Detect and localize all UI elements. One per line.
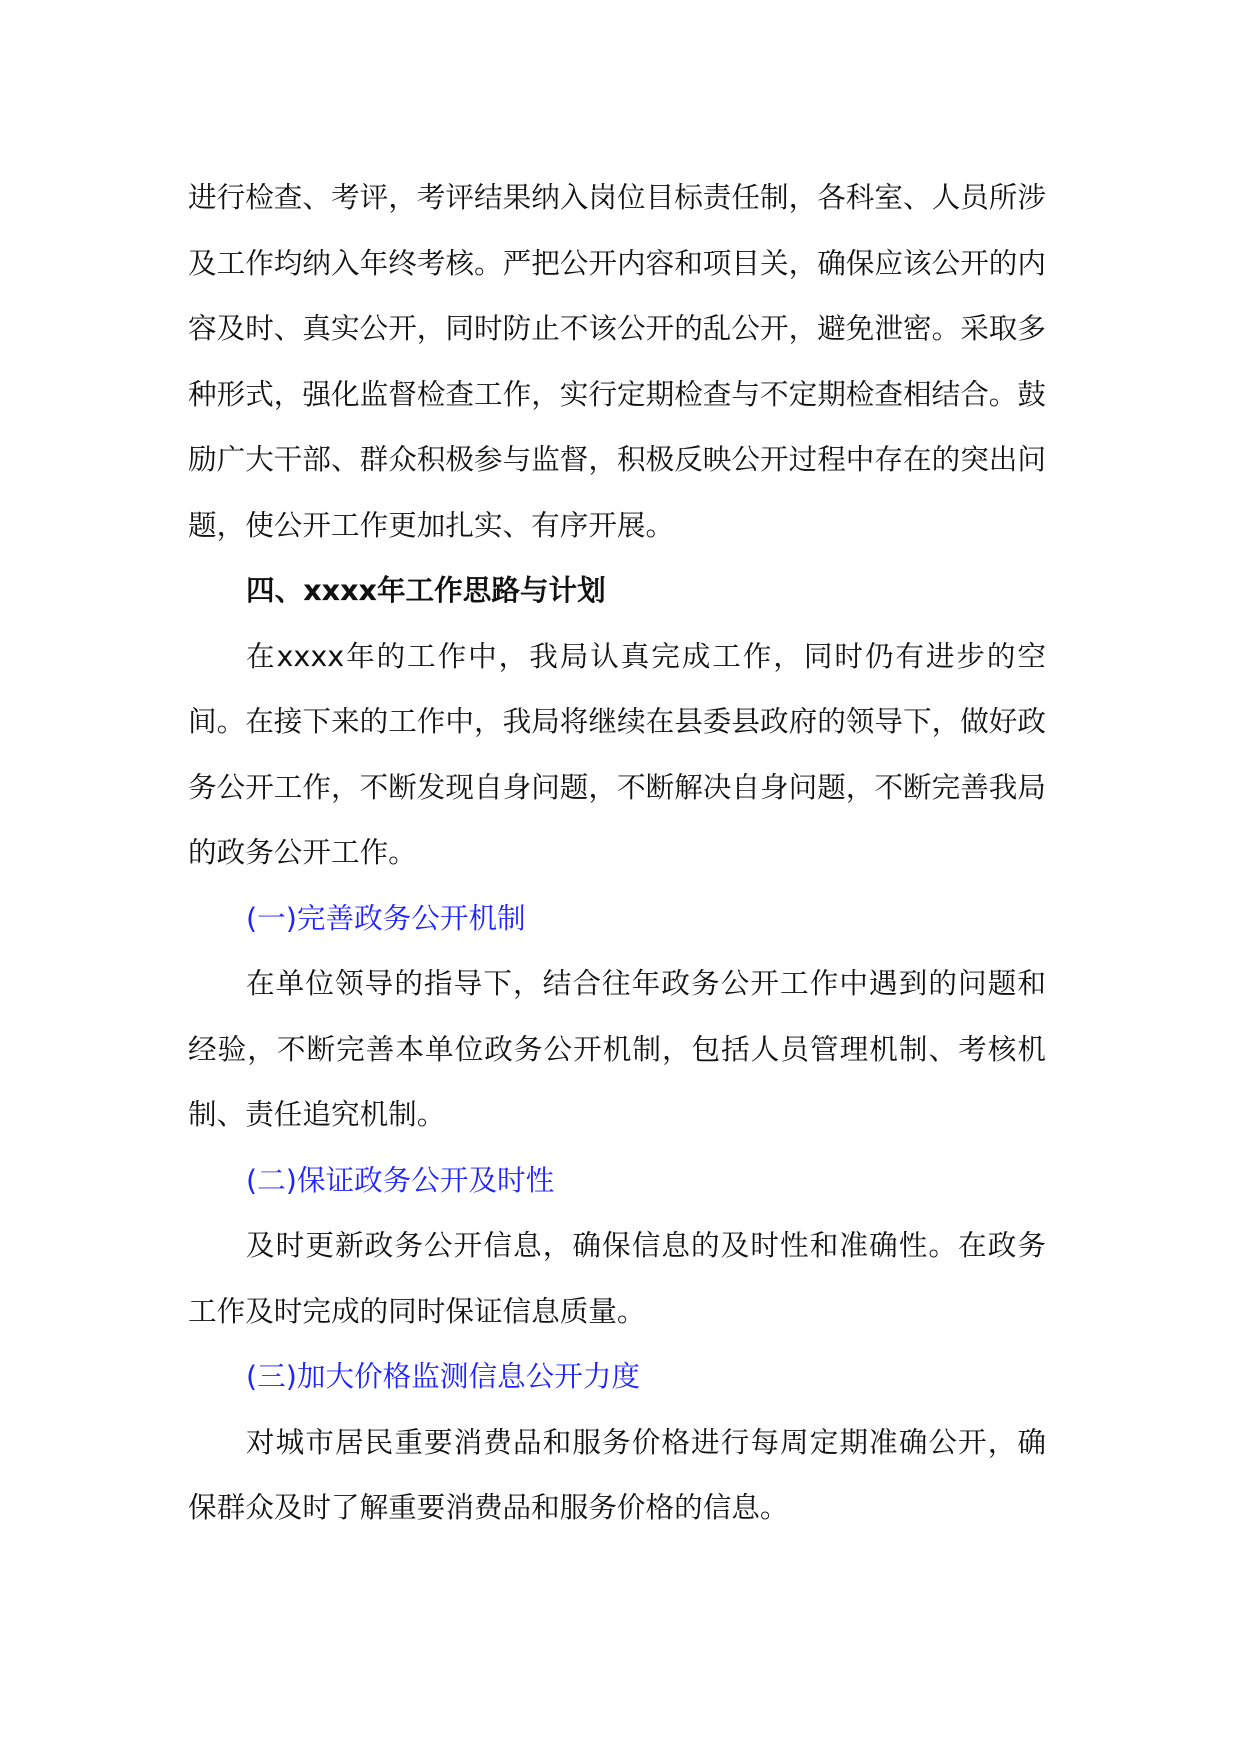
paragraph-continued-inspection: 进行检查、考评，考评结果纳入岗位目标责任制，各科室、人员所涉及工作均纳入年终考核。严把公开内容和项目关，确保应该公开的内容及时、真实公开，同时防止不该公开的乱公开，避免泄密。采取多种形式，强化监督检查工作，实行定期检查与不定期检查相结合。鼓励广大干部、群众积极参与监督，积极反映公开过程中存在的突出问题，使公开工作更加扎实、有序开展。 bbox=[188, 180, 1046, 542]
paragraph-mechanism: 在单位领导的指导下，结合往年政务公开工作中遇到的问题和经验，不断完善本单位政务公开机制，包括人员管理机制、考核机制、责任追究机制。 bbox=[188, 966, 1046, 1131]
subheading-mechanism: (一)完善政务公开机制 bbox=[246, 900, 526, 935]
subheading-price-monitoring: (三)加大价格监测信息公开力度 bbox=[246, 1359, 641, 1393]
section-heading-work-plan: 四、xxxx年工作思路与计划 bbox=[246, 573, 606, 607]
subheading-timeliness: (二)保证政务公开及时性 bbox=[246, 1162, 555, 1197]
paragraph-price-monitoring: 对城市居民重要消费品和服务价格进行每周定期准确公开，确保群众及时了解重要消费品和服务价格的信息。 bbox=[188, 1424, 1046, 1524]
paragraph-timeliness: 及时更新政务公开信息，确保信息的及时性和准确性。在政务工作及时完成的同时保证信息质量。 bbox=[188, 1228, 1046, 1328]
document-body bbox=[188, 165, 1046, 1541]
paragraph-work-plan-intro: 在xxxx年的工作中，我局认真完成工作，同时仍有进步的空间。在接下来的工作中，我局将继续在县委县政府的领导下，做好政务公开工作，不断发现自身问题，不断解决自身问题，不断完善我局的政务公开工作。 bbox=[188, 638, 1046, 869]
